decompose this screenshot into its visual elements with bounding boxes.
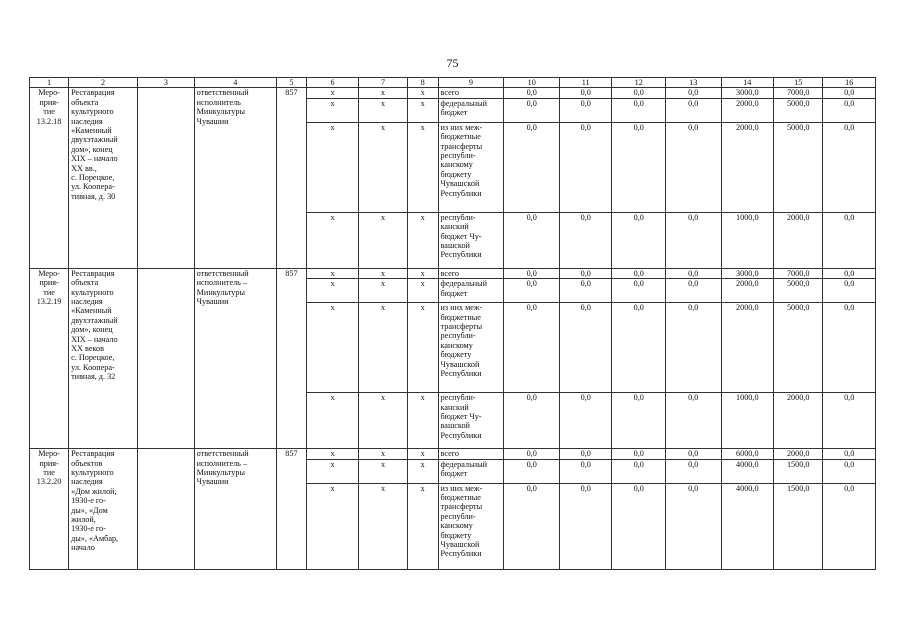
value-v16: 0,0: [823, 449, 876, 459]
cell-col8: х: [407, 212, 438, 268]
header-cell: 11: [559, 78, 611, 88]
value-v15: 2000,0: [774, 449, 823, 459]
executor: ответственный исполнитель – Минкультуры Чувашии: [194, 268, 276, 448]
value-v10: 0,0: [504, 122, 560, 212]
value-v10: 0,0: [504, 98, 560, 122]
cell-col6: х: [306, 303, 358, 393]
cell-col8: х: [407, 98, 438, 122]
header-cell: 7: [359, 78, 407, 88]
header-cell: 6: [306, 78, 358, 88]
funding-source: из них меж- бюджетные трансферты республи- канскому бюджету Чувашской Республики: [438, 122, 504, 212]
measure-name: Реставрация объекта культурного наследия «Каменный двухэтажный дом», конец XIX – начало XX веков с. Порецкое, ул. Коопера- тивная, д. 32: [69, 268, 138, 448]
program-table: [29, 77, 876, 570]
header-cell: 13: [665, 78, 721, 88]
value-v11: 0,0: [559, 212, 611, 268]
header-cell: 8: [407, 78, 438, 88]
value-v13: 0,0: [665, 483, 721, 569]
value-v11: 0,0: [559, 459, 611, 483]
value-v10: 0,0: [504, 483, 560, 569]
cell-col7: х: [359, 459, 407, 483]
measure-name: Реставрация объектов культурного наследия «Дом жилой, 1930-е го- ды», «Дом жилой, 1930-е го- ды», «Амбар, начало: [69, 449, 138, 569]
value-v16: 0,0: [823, 122, 876, 212]
value-v11: 0,0: [559, 483, 611, 569]
value-v14: 1000,0: [721, 212, 773, 268]
value-v13: 0,0: [665, 98, 721, 122]
cell-col8: х: [407, 459, 438, 483]
value-v12: 0,0: [612, 98, 666, 122]
value-v10: 0,0: [504, 449, 560, 459]
value-v12: 0,0: [612, 88, 666, 98]
cell-col7: х: [359, 483, 407, 569]
value-v15: 7000,0: [774, 268, 823, 278]
table-row: [30, 449, 876, 459]
value-v16: 0,0: [823, 459, 876, 483]
executor: ответственный исполнитель – Минкультуры Чувашии: [194, 449, 276, 569]
header-cell: 14: [721, 78, 773, 88]
funding-source: республи- канский бюджет Чу- вашской Республики: [438, 393, 504, 449]
value-v15: 5000,0: [774, 303, 823, 393]
value-v10: 0,0: [504, 279, 560, 303]
code: 857: [276, 449, 306, 569]
value-v15: 5000,0: [774, 279, 823, 303]
value-v12: 0,0: [612, 459, 666, 483]
value-v10: 0,0: [504, 88, 560, 98]
value-v14: 4000,0: [721, 483, 773, 569]
value-v11: 0,0: [559, 279, 611, 303]
value-v14: 4000,0: [721, 459, 773, 483]
value-v13: 0,0: [665, 303, 721, 393]
value-v14: 6000,0: [721, 449, 773, 459]
value-v10: 0,0: [504, 393, 560, 449]
value-v13: 0,0: [665, 122, 721, 212]
header-cell: 12: [612, 78, 666, 88]
cell-col7: х: [359, 122, 407, 212]
funding-source: республи- канский бюджет Чу- вашской Республики: [438, 212, 504, 268]
measure-id: Меро- прия- тие 13.2.20: [30, 449, 69, 569]
value-v10: 0,0: [504, 212, 560, 268]
measure-id: Меро- прия- тие 13.2.18: [30, 88, 69, 268]
value-v15: 2000,0: [774, 393, 823, 449]
value-v11: 0,0: [559, 88, 611, 98]
cell-col8: х: [407, 449, 438, 459]
cell-col7: х: [359, 449, 407, 459]
value-v14: 2000,0: [721, 122, 773, 212]
header-cell: 1: [30, 78, 69, 88]
header-cell: 15: [774, 78, 823, 88]
cell-col6: х: [306, 88, 358, 98]
table-row: [30, 268, 876, 278]
header-cell: 16: [823, 78, 876, 88]
funding-source: из них меж- бюджетные трансферты республи- канскому бюджету Чувашской Республики: [438, 303, 504, 393]
value-v12: 0,0: [612, 279, 666, 303]
cell-col7: х: [359, 268, 407, 278]
value-v15: 2000,0: [774, 212, 823, 268]
col3-cell: [138, 449, 195, 569]
col3-cell: [138, 268, 195, 448]
funding-source: всего: [438, 449, 504, 459]
value-v10: 0,0: [504, 303, 560, 393]
value-v16: 0,0: [823, 393, 876, 449]
value-v12: 0,0: [612, 212, 666, 268]
header-row: [30, 78, 876, 88]
value-v13: 0,0: [665, 268, 721, 278]
cell-col6: х: [306, 393, 358, 449]
cell-col6: х: [306, 98, 358, 122]
value-v11: 0,0: [559, 449, 611, 459]
cell-col8: х: [407, 303, 438, 393]
cell-col7: х: [359, 98, 407, 122]
value-v14: 2000,0: [721, 98, 773, 122]
cell-col7: х: [359, 393, 407, 449]
header-cell: 3: [138, 78, 195, 88]
cell-col7: х: [359, 303, 407, 393]
table-row: [30, 88, 876, 98]
value-v12: 0,0: [612, 122, 666, 212]
value-v15: 5000,0: [774, 122, 823, 212]
value-v12: 0,0: [612, 393, 666, 449]
funding-source: всего: [438, 268, 504, 278]
value-v13: 0,0: [665, 88, 721, 98]
funding-source: из них меж- бюджетные трансферты республи- канскому бюджету Чувашской Республики: [438, 483, 504, 569]
cell-col6: х: [306, 449, 358, 459]
cell-col8: х: [407, 122, 438, 212]
cell-col7: х: [359, 212, 407, 268]
value-v14: 3000,0: [721, 88, 773, 98]
header-cell: 10: [504, 78, 560, 88]
cell-col6: х: [306, 268, 358, 278]
value-v16: 0,0: [823, 279, 876, 303]
funding-source: всего: [438, 88, 504, 98]
cell-col8: х: [407, 483, 438, 569]
value-v12: 0,0: [612, 303, 666, 393]
cell-col7: х: [359, 88, 407, 98]
header-cell: 2: [69, 78, 138, 88]
col3-cell: [138, 88, 195, 268]
value-v15: 1500,0: [774, 459, 823, 483]
page-number: 75: [446, 56, 459, 70]
value-v10: 0,0: [504, 459, 560, 483]
value-v14: 3000,0: [721, 268, 773, 278]
value-v14: 1000,0: [721, 393, 773, 449]
value-v10: 0,0: [504, 268, 560, 278]
value-v12: 0,0: [612, 268, 666, 278]
funding-source: федеральный бюджет: [438, 279, 504, 303]
header-cell: 4: [194, 78, 276, 88]
value-v13: 0,0: [665, 279, 721, 303]
value-v12: 0,0: [612, 449, 666, 459]
cell-col8: х: [407, 279, 438, 303]
value-v16: 0,0: [823, 268, 876, 278]
value-v16: 0,0: [823, 212, 876, 268]
executor: ответственный исполнитель Минкультуры Чувашии: [194, 88, 276, 268]
value-v15: 7000,0: [774, 88, 823, 98]
cell-col8: х: [407, 88, 438, 98]
value-v15: 5000,0: [774, 98, 823, 122]
cell-col7: х: [359, 279, 407, 303]
cell-col8: х: [407, 268, 438, 278]
code: 857: [276, 88, 306, 268]
code: 857: [276, 268, 306, 448]
value-v16: 0,0: [823, 88, 876, 98]
measure-name: Реставрация объекта культурного наследия «Каменный двухэтажный дом», конец XIX – начало XX вв., с. Порецкое, ул. Коопера- тивная, д. 30: [69, 88, 138, 268]
cell-col6: х: [306, 483, 358, 569]
value-v11: 0,0: [559, 393, 611, 449]
value-v13: 0,0: [665, 393, 721, 449]
value-v11: 0,0: [559, 303, 611, 393]
value-v13: 0,0: [665, 459, 721, 483]
value-v12: 0,0: [612, 483, 666, 569]
funding-source: федеральный бюджет: [438, 459, 504, 483]
header-cell: 9: [438, 78, 504, 88]
cell-col6: х: [306, 459, 358, 483]
value-v13: 0,0: [665, 212, 721, 268]
value-v15: 1500,0: [774, 483, 823, 569]
value-v16: 0,0: [823, 98, 876, 122]
cell-col6: х: [306, 122, 358, 212]
value-v11: 0,0: [559, 98, 611, 122]
cell-col6: х: [306, 212, 358, 268]
header-cell: 5: [276, 78, 306, 88]
value-v13: 0,0: [665, 449, 721, 459]
value-v16: 0,0: [823, 483, 876, 569]
measure-id: Меро- прия- тие 13.2.19: [30, 268, 69, 448]
cell-col8: х: [407, 393, 438, 449]
value-v14: 2000,0: [721, 303, 773, 393]
value-v16: 0,0: [823, 303, 876, 393]
value-v14: 2000,0: [721, 279, 773, 303]
value-v11: 0,0: [559, 122, 611, 212]
funding-source: федеральный бюджет: [438, 98, 504, 122]
value-v11: 0,0: [559, 268, 611, 278]
cell-col6: х: [306, 279, 358, 303]
